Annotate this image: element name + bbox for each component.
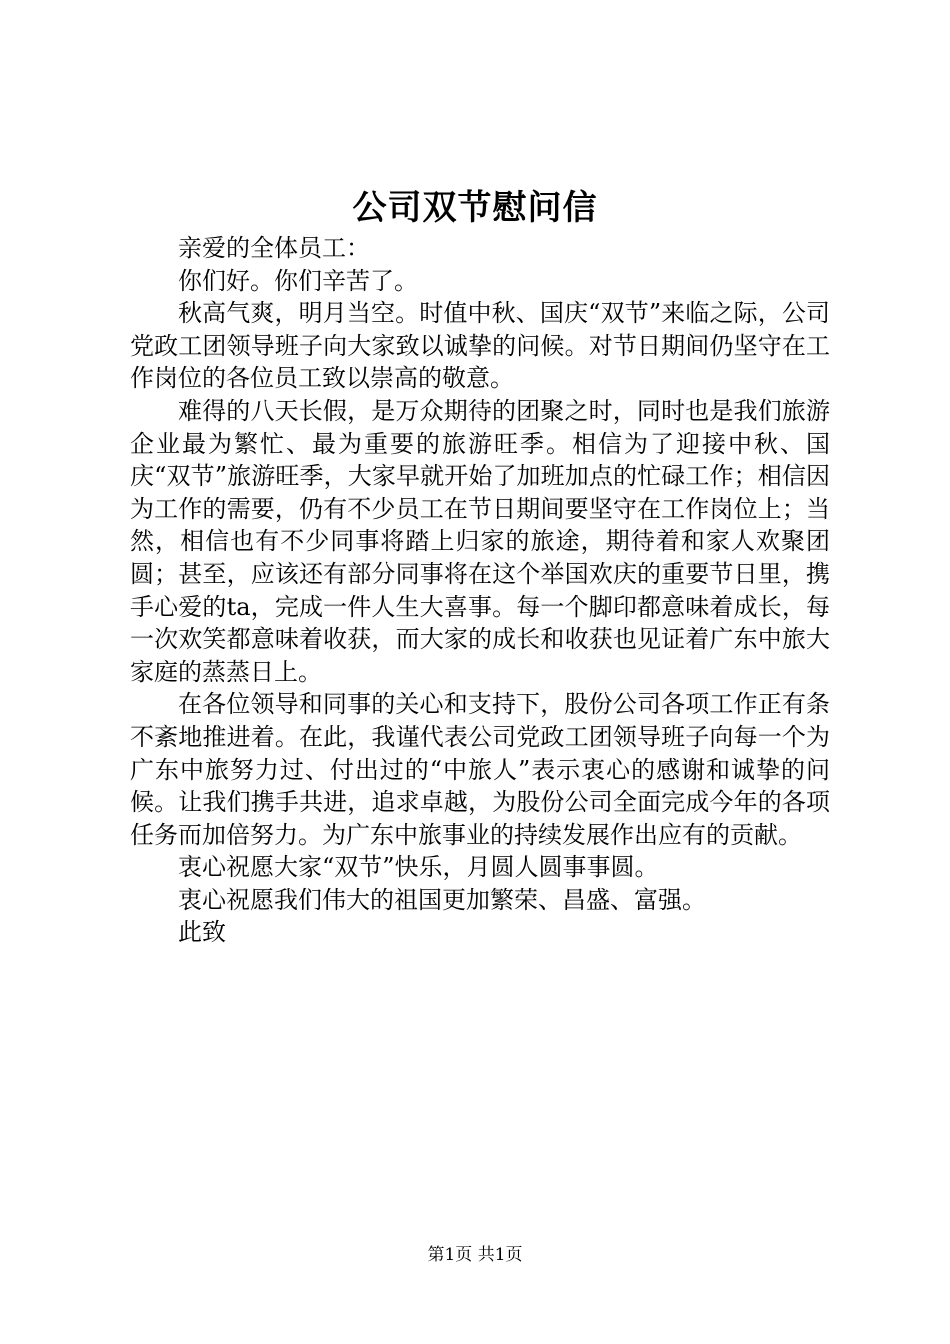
page-number-footer: 第1页 共1页 xyxy=(427,1245,523,1265)
wish-line: 衷心祝愿大家“双节”快乐，月圆人圆事事圆。 xyxy=(178,853,659,882)
closing: 此致 xyxy=(178,918,226,947)
paragraph: 在各位领导和同事的关心和支持下，股份公司各项工作正有条不紊地推进着。在此，我谨代表公司党政工团领导班子向每一个为广东中旅努力过、付出过的“中旅人”表示衷心的感谢和诚挚的问候。让我们携手共进，追求卓越，为股份公司全面完成今年的各项任务而加倍努力。为广东中旅事业的持续发展作出应有的贡献。 xyxy=(130,690,830,849)
paragraph: 难得的八天长假，是万众期待的团聚之时，同时也是我们旅游企业最为繁忙、最为重要的旅游旺季。相信为了迎接中秋、国庆“双节”旅游旺季，大家早就开始了加班加点的忙碌工作；相信因为工作的需要，仍有不少员工在节日期间要坚守在工作岗位上；当然，相信也有不少同事将踏上归家的旅途，期待着和家人欢聚团圆；甚至，应该还有部分同事将在这个举国欢庆的重要节日里，携手心爱的ta，完成一件人生大喜事。每一个脚印都意味着成长，每一次欢笑都意味着收获，而大家的成长和收获也见证着广东中旅大家庭的蒸蒸日上。 xyxy=(130,396,830,686)
paragraph: 秋高气爽，明月当空。时值中秋、国庆“双节”来临之际，公司党政工团领导班子向大家致以诚挚的问候。对节日期间仍坚守在工作岗位的各位员工致以崇高的敬意。 xyxy=(130,299,830,393)
document-body xyxy=(130,232,830,949)
greeting: 你们好。你们辛苦了。 xyxy=(178,266,418,295)
document-title: 公司双节慰问信 xyxy=(352,188,598,228)
salutation: 亲爱的全体员工： xyxy=(178,234,370,262)
wish-line: 衷心祝愿我们伟大的祖国更加繁荣、昌盛、富强。 xyxy=(178,885,706,914)
